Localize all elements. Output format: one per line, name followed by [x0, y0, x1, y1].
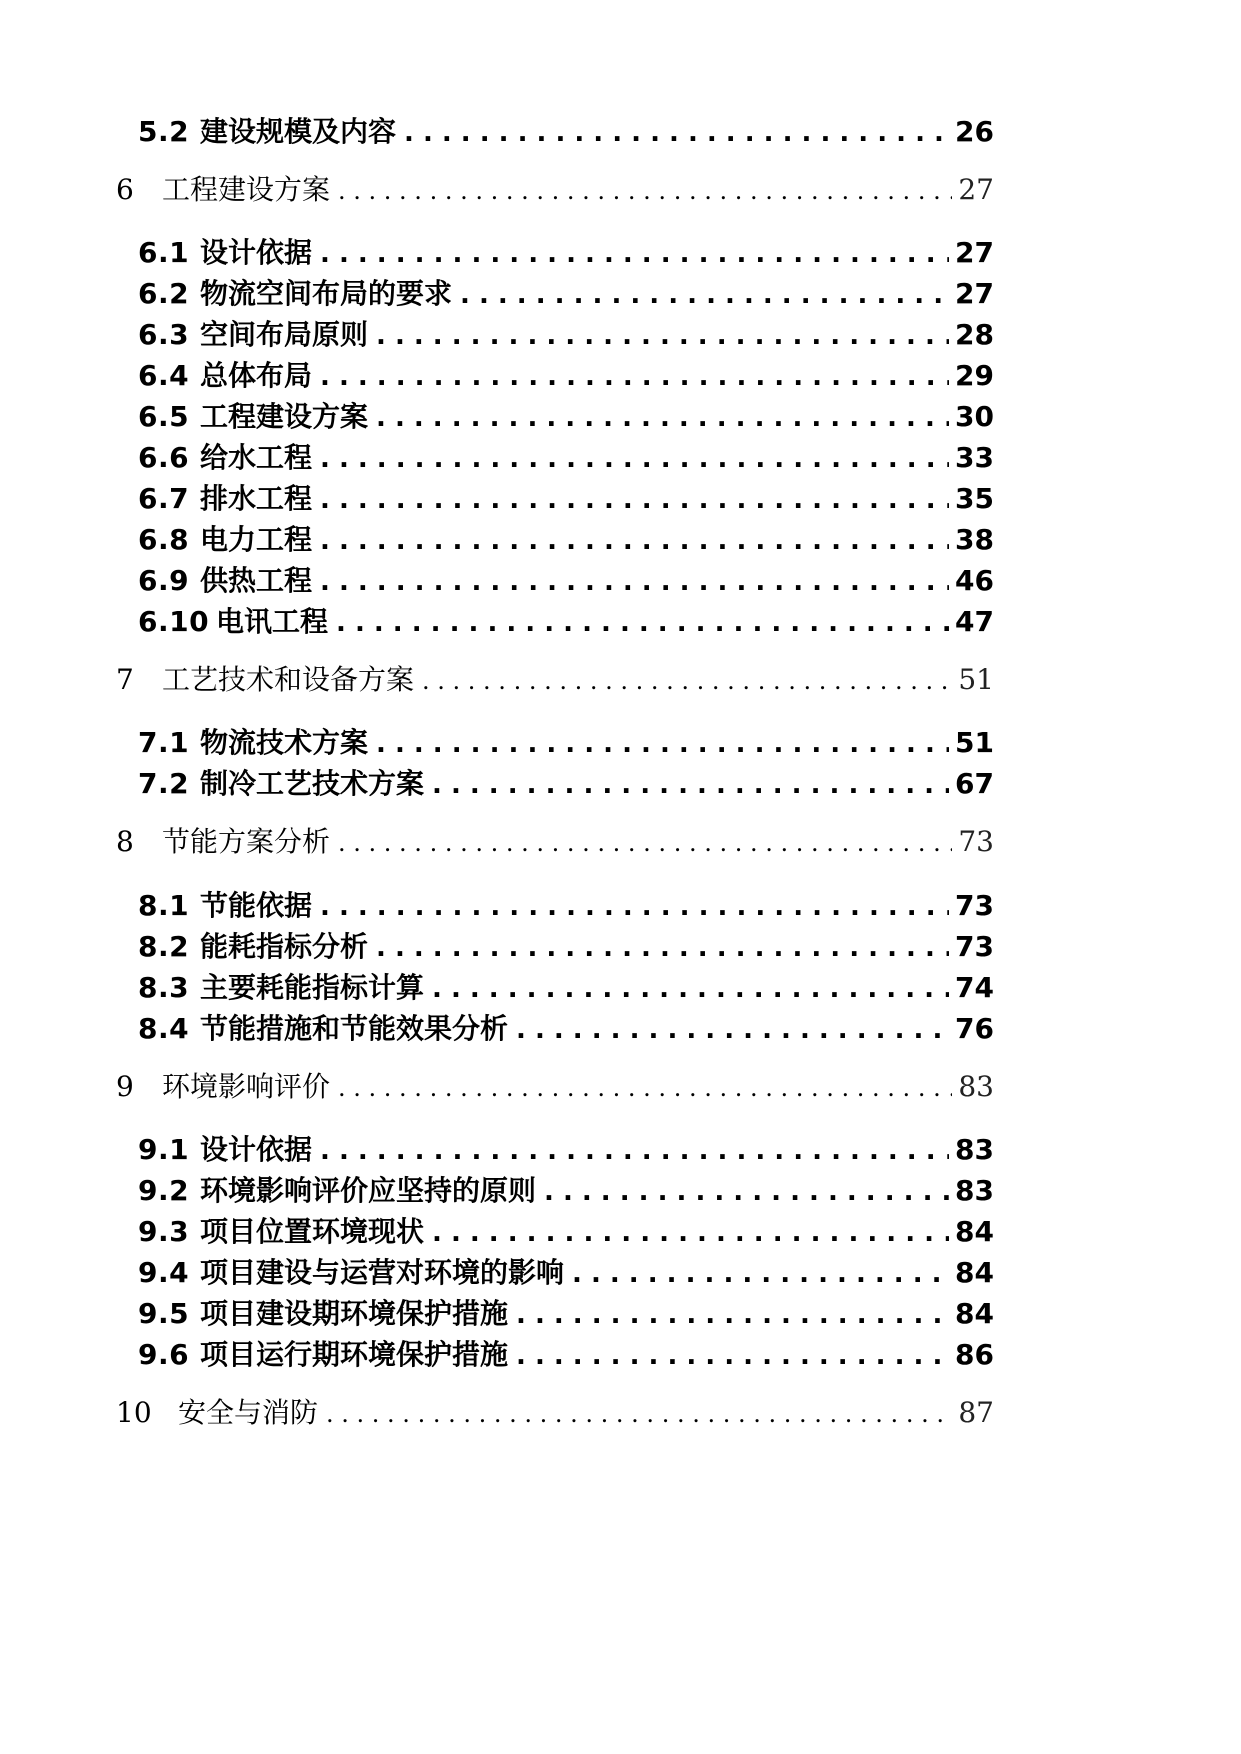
- toc-entry-number: 6.10: [138, 605, 210, 638]
- toc-entry-title: 环境影响评价应坚持的原则: [200, 1174, 537, 1207]
- toc-entry-number: 6.8: [138, 523, 190, 556]
- toc-entry-9-3[interactable]: [138, 1215, 994, 1248]
- toc-chapter-7[interactable]: [116, 663, 994, 696]
- toc-entry-number: 8: [116, 825, 134, 858]
- toc-entry-number: 6.4: [138, 359, 190, 392]
- toc-entry-number: 9.6: [138, 1338, 190, 1371]
- dot-leader: [432, 976, 949, 1002]
- toc-entry-8-4[interactable]: [138, 1012, 994, 1045]
- toc-entry-title: 物流空间布局的要求: [200, 277, 453, 310]
- toc-entry-page: 27: [955, 277, 994, 310]
- toc-entry-page: 26: [955, 115, 994, 148]
- toc-entry-title: 项目位置环境现状: [200, 1215, 425, 1248]
- dot-leader: [320, 364, 949, 390]
- toc-entry-title: 设计依据: [200, 1133, 313, 1166]
- toc-chapter-10[interactable]: [116, 1396, 994, 1429]
- toc-entry-page: 84: [955, 1297, 994, 1330]
- toc-entry-number: 6.5: [138, 400, 190, 433]
- toc-entry-6-8[interactable]: [138, 523, 994, 556]
- toc-entry-page: 51: [958, 663, 994, 696]
- toc-entry-number: 6.6: [138, 441, 190, 474]
- toc-entry-number: 6.9: [138, 564, 190, 597]
- toc-entry-6-1[interactable]: [138, 236, 994, 269]
- toc-entry-7-2[interactable]: [138, 767, 994, 800]
- toc-entry-page: 47: [955, 605, 994, 638]
- toc-entry-6-9[interactable]: [138, 564, 994, 597]
- toc-entry-9-6[interactable]: [138, 1338, 994, 1371]
- dot-leader: [336, 610, 949, 636]
- dot-leader: [516, 1302, 949, 1328]
- toc-entry-6-3[interactable]: [138, 318, 994, 351]
- dot-leader: [320, 528, 949, 554]
- dot-leader: [320, 894, 949, 920]
- toc-entry-title: 环境影响评价: [162, 1070, 331, 1103]
- toc-chapter-6[interactable]: [116, 173, 994, 206]
- toc-entry-page: 27: [955, 236, 994, 269]
- toc-entry-number: 9.2: [138, 1174, 190, 1207]
- toc-entry-title: 供热工程: [200, 564, 313, 597]
- dot-leader: [320, 241, 949, 267]
- dot-leader: [338, 1076, 952, 1100]
- toc-entry-page: 76: [955, 1012, 994, 1045]
- toc-entry-page: 27: [958, 173, 994, 206]
- dot-leader: [320, 487, 949, 513]
- toc-entry-8-3[interactable]: [138, 971, 994, 1004]
- toc-entry-6-7[interactable]: [138, 482, 994, 515]
- toc-entry-number: 9.5: [138, 1297, 190, 1330]
- dot-leader: [338, 179, 952, 203]
- toc-entry-6-2[interactable]: [138, 277, 994, 310]
- toc-entry-title: 空间布局原则: [200, 318, 369, 351]
- toc-entry-number: 9: [116, 1070, 134, 1103]
- toc-entry-title: 排水工程: [200, 482, 313, 515]
- toc-entry-title: 电讯工程: [216, 605, 329, 638]
- toc-entry-title: 给水工程: [200, 441, 313, 474]
- toc-entry-number: 8.2: [138, 930, 190, 963]
- toc-entry-page: 83: [955, 1174, 994, 1207]
- toc-entry-page: 51: [955, 726, 994, 759]
- toc-entry-page: 73: [955, 889, 994, 922]
- dot-leader: [572, 1261, 949, 1287]
- toc-entry-page: 84: [955, 1215, 994, 1248]
- dot-leader: [432, 1220, 949, 1246]
- toc-entry-number: 7: [116, 663, 134, 696]
- dot-leader: [460, 282, 949, 308]
- toc-entry-number: 9.4: [138, 1256, 190, 1289]
- toc-entry-title: 电力工程: [200, 523, 313, 556]
- toc-entry-number: 7.1: [138, 726, 190, 759]
- dot-leader: [320, 446, 949, 472]
- toc-entry-title: 能耗指标分析: [200, 930, 369, 963]
- dot-leader: [404, 120, 949, 146]
- toc-entry-6-5[interactable]: [138, 400, 994, 433]
- toc-entry-number: 7.2: [138, 767, 190, 800]
- toc-entry-page: 84: [955, 1256, 994, 1289]
- dot-leader: [320, 569, 949, 595]
- toc-chapter-8[interactable]: [116, 825, 994, 858]
- toc-entry-title: 主要耗能指标计算: [200, 971, 425, 1004]
- toc-entry-title: 工程建设方案: [162, 173, 331, 206]
- dot-leader: [432, 772, 949, 798]
- dot-leader: [320, 1138, 949, 1164]
- toc-entry-9-4[interactable]: [138, 1256, 994, 1289]
- toc-entry-number: 5.2: [138, 115, 190, 148]
- toc-chapter-9[interactable]: [116, 1070, 994, 1103]
- dot-leader: [516, 1343, 949, 1369]
- toc-entry-title: 节能依据: [200, 889, 313, 922]
- dot-leader: [376, 323, 949, 349]
- dot-leader: [376, 405, 949, 431]
- toc-entry-8-2[interactable]: [138, 930, 994, 963]
- toc-entry-7-1[interactable]: [138, 726, 994, 759]
- toc-entry-title: 项目运行期环境保护措施: [200, 1338, 509, 1371]
- toc-entry-number: 8.1: [138, 889, 190, 922]
- toc-entry-9-2[interactable]: [138, 1174, 994, 1207]
- toc-entry-title: 建设规模及内容: [200, 115, 397, 148]
- toc-entry-page: 83: [958, 1070, 994, 1103]
- toc-entry-page: 86: [955, 1338, 994, 1371]
- toc-entry-number: 9.1: [138, 1133, 190, 1166]
- toc-entry-page: 87: [958, 1396, 994, 1429]
- toc-entry-title: 总体布局: [200, 359, 313, 392]
- toc-entry-number: 6.7: [138, 482, 190, 515]
- toc-entry-title: 制冷工艺技术方案: [200, 767, 425, 800]
- toc-entry-page: 28: [955, 318, 994, 351]
- toc-entry-title: 工艺技术和设备方案: [162, 663, 415, 696]
- dot-leader: [326, 1402, 952, 1426]
- toc-entry-8-1[interactable]: [138, 889, 994, 922]
- toc-entry-page: 73: [955, 930, 994, 963]
- toc-entry-number: 8.3: [138, 971, 190, 1004]
- toc-entry-page: 30: [955, 400, 994, 433]
- dot-leader: [376, 935, 949, 961]
- toc-entry-title: 节能方案分析: [162, 825, 331, 858]
- toc-entry-title: 项目建设与运营对环境的影响: [200, 1256, 565, 1289]
- toc-entry-page: 38: [955, 523, 994, 556]
- toc-entry-title: 物流技术方案: [200, 726, 369, 759]
- dot-leader: [544, 1179, 949, 1205]
- toc-entry-6-4[interactable]: [138, 359, 994, 392]
- toc-entry-5-2[interactable]: [138, 115, 994, 148]
- toc-entry-page: 73: [958, 825, 994, 858]
- toc-entry-number: 9.3: [138, 1215, 190, 1248]
- toc-entry-9-5[interactable]: [138, 1297, 994, 1330]
- dot-leader: [516, 1017, 949, 1043]
- toc-entry-title: 项目建设期环境保护措施: [200, 1297, 509, 1330]
- toc-entry-6-6[interactable]: [138, 441, 994, 474]
- toc-entry-page: 29: [955, 359, 994, 392]
- toc-entry-number: 6.2: [138, 277, 190, 310]
- toc-entry-page: 35: [955, 482, 994, 515]
- toc-entry-title: 节能措施和节能效果分析: [200, 1012, 509, 1045]
- toc-entry-number: 6.3: [138, 318, 190, 351]
- dot-leader: [422, 669, 952, 693]
- toc-entry-page: 83: [955, 1133, 994, 1166]
- toc-entry-9-1[interactable]: [138, 1133, 994, 1166]
- toc-entry-number: 8.4: [138, 1012, 190, 1045]
- toc-entry-page: 74: [955, 971, 994, 1004]
- toc-entry-title: 安全与消防: [178, 1396, 319, 1429]
- toc-entry-page: 33: [955, 441, 994, 474]
- dot-leader: [338, 831, 952, 855]
- toc-entry-title: 工程建设方案: [200, 400, 369, 433]
- toc-entry-title: 设计依据: [200, 236, 313, 269]
- dot-leader: [376, 731, 949, 757]
- toc-entry-6-10[interactable]: [138, 605, 994, 638]
- toc-entry-page: 67: [955, 767, 994, 800]
- toc-entry-page: 46: [955, 564, 994, 597]
- toc-entry-number: 6: [116, 173, 134, 206]
- toc-entry-number: 6.1: [138, 236, 190, 269]
- toc-entry-number: 10: [116, 1396, 152, 1429]
